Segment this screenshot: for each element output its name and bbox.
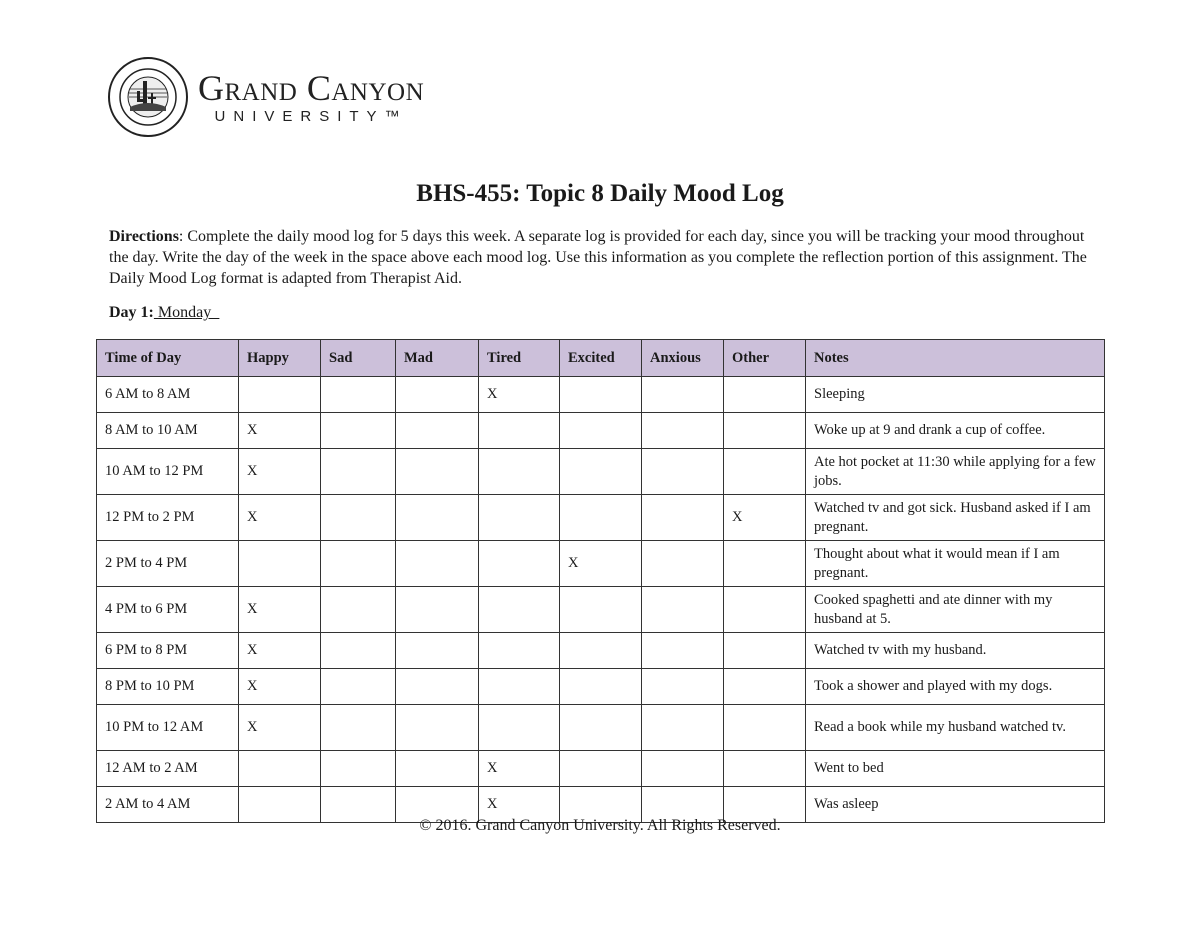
excited-cell[interactable] bbox=[560, 413, 642, 449]
table-row bbox=[97, 751, 1105, 787]
excited-cell[interactable] bbox=[560, 633, 642, 669]
happy-cell[interactable]: X bbox=[239, 587, 321, 633]
other-cell[interactable] bbox=[724, 541, 806, 587]
anxious-cell[interactable] bbox=[642, 587, 724, 633]
mad-cell[interactable] bbox=[396, 541, 479, 587]
time-cell: 12 AM to 2 AM bbox=[97, 751, 239, 787]
notes-cell[interactable]: Took a shower and played with my dogs. bbox=[806, 669, 1105, 705]
happy-cell[interactable]: X bbox=[239, 449, 321, 495]
time-cell: 10 PM to 12 AM bbox=[97, 705, 239, 751]
other-cell[interactable] bbox=[724, 377, 806, 413]
university-subtitle: UNIVERSITY™ bbox=[214, 107, 408, 125]
mad-cell[interactable] bbox=[396, 449, 479, 495]
mad-cell[interactable] bbox=[396, 751, 479, 787]
header-mad: Mad bbox=[396, 340, 479, 377]
sad-cell[interactable] bbox=[321, 449, 396, 495]
university-wordmark bbox=[198, 67, 425, 125]
header-notes: Notes bbox=[806, 340, 1105, 377]
happy-cell[interactable]: X bbox=[239, 495, 321, 541]
excited-cell[interactable] bbox=[560, 449, 642, 495]
header-excited: Excited bbox=[560, 340, 642, 377]
table-row bbox=[97, 541, 1105, 587]
header-tired: Tired bbox=[479, 340, 560, 377]
time-cell: 8 AM to 10 AM bbox=[97, 413, 239, 449]
happy-cell[interactable] bbox=[239, 541, 321, 587]
sad-cell[interactable] bbox=[321, 377, 396, 413]
header-sad: Sad bbox=[321, 340, 396, 377]
table-header-row bbox=[97, 340, 1105, 377]
tired-cell[interactable] bbox=[479, 449, 560, 495]
tired-cell[interactable]: X bbox=[479, 787, 560, 823]
table-row bbox=[97, 587, 1105, 633]
mad-cell[interactable] bbox=[396, 633, 479, 669]
sad-cell[interactable] bbox=[321, 705, 396, 751]
tired-cell[interactable] bbox=[479, 495, 560, 541]
mood-log-table bbox=[96, 339, 1105, 823]
notes-cell[interactable]: Went to bed bbox=[806, 751, 1105, 787]
happy-cell[interactable] bbox=[239, 751, 321, 787]
sad-cell[interactable] bbox=[321, 633, 396, 669]
notes-cell[interactable]: Cooked spaghetti and ate dinner with my husband at 5. bbox=[806, 587, 1105, 633]
other-cell[interactable] bbox=[724, 751, 806, 787]
anxious-cell[interactable] bbox=[642, 413, 724, 449]
excited-cell[interactable] bbox=[560, 587, 642, 633]
other-cell[interactable] bbox=[724, 669, 806, 705]
mad-cell[interactable] bbox=[396, 669, 479, 705]
excited-cell[interactable] bbox=[560, 705, 642, 751]
anxious-cell[interactable] bbox=[642, 377, 724, 413]
table-row bbox=[97, 705, 1105, 751]
sad-cell[interactable] bbox=[321, 751, 396, 787]
table-row bbox=[97, 633, 1105, 669]
tired-cell[interactable] bbox=[479, 669, 560, 705]
tired-cell[interactable] bbox=[479, 705, 560, 751]
happy-cell[interactable] bbox=[239, 377, 321, 413]
mad-cell[interactable] bbox=[396, 587, 479, 633]
notes-cell[interactable]: Woke up at 9 and drank a cup of coffee. bbox=[806, 413, 1105, 449]
happy-cell[interactable]: X bbox=[239, 633, 321, 669]
header-anxious: Anxious bbox=[642, 340, 724, 377]
notes-cell[interactable]: Watched tv with my husband. bbox=[806, 633, 1105, 669]
time-cell: 8 PM to 10 PM bbox=[97, 669, 239, 705]
table-row bbox=[97, 669, 1105, 705]
anxious-cell[interactable] bbox=[642, 495, 724, 541]
tired-cell[interactable]: X bbox=[479, 377, 560, 413]
other-cell[interactable] bbox=[724, 413, 806, 449]
time-cell: 2 AM to 4 AM bbox=[97, 787, 239, 823]
anxious-cell[interactable] bbox=[642, 705, 724, 751]
happy-cell[interactable]: X bbox=[239, 705, 321, 751]
sad-cell[interactable] bbox=[321, 413, 396, 449]
tired-cell[interactable] bbox=[479, 633, 560, 669]
time-cell: 12 PM to 2 PM bbox=[97, 495, 239, 541]
notes-cell[interactable]: Thought about what it would mean if I am pregnant. bbox=[806, 541, 1105, 587]
copyright-footer: © 2016. Grand Canyon University. All Rights Reserved. bbox=[419, 817, 781, 834]
table-row bbox=[97, 495, 1105, 541]
excited-cell[interactable] bbox=[560, 495, 642, 541]
happy-cell[interactable]: X bbox=[239, 413, 321, 449]
university-seal-icon bbox=[108, 57, 188, 137]
excited-cell[interactable] bbox=[560, 751, 642, 787]
page-title: BHS-455: Topic 8 Daily Mood Log bbox=[416, 180, 784, 207]
day-value: Monday_ bbox=[153, 304, 220, 321]
day-line bbox=[109, 304, 219, 322]
tired-cell[interactable] bbox=[479, 587, 560, 633]
notes-cell[interactable]: Ate hot pocket at 11:30 while applying for a few jobs. bbox=[806, 449, 1105, 495]
anxious-cell[interactable] bbox=[642, 541, 724, 587]
notes-cell[interactable]: Read a book while my husband watched tv. bbox=[806, 705, 1105, 751]
excited-cell[interactable] bbox=[560, 377, 642, 413]
mad-cell[interactable] bbox=[396, 495, 479, 541]
directions-text: : Complete the daily mood log for 5 days this week. A separate log is provided for each day, since you will be tracking your mood throughout the day. Write the day of the week in the space above each mood log. Use this information as you complete the reflection portion of this assignment. The Daily Mood Log format is adapted from Therapist Aid. bbox=[109, 228, 1087, 287]
anxious-cell[interactable] bbox=[642, 449, 724, 495]
mad-cell[interactable] bbox=[396, 705, 479, 751]
notes-cell[interactable]: Watched tv and got sick. Husband asked if I am pregnant. bbox=[806, 495, 1105, 541]
time-cell: 6 AM to 8 AM bbox=[97, 377, 239, 413]
other-cell[interactable] bbox=[724, 705, 806, 751]
table-row bbox=[97, 449, 1105, 495]
tired-cell[interactable] bbox=[479, 413, 560, 449]
sad-cell[interactable] bbox=[321, 669, 396, 705]
sad-cell[interactable] bbox=[321, 495, 396, 541]
sad-cell[interactable] bbox=[321, 541, 396, 587]
time-cell: 6 PM to 8 PM bbox=[97, 633, 239, 669]
university-logo bbox=[108, 56, 424, 138]
tired-cell[interactable]: X bbox=[479, 751, 560, 787]
directions-label: Directions bbox=[109, 228, 179, 245]
tired-cell[interactable] bbox=[479, 541, 560, 587]
table-row bbox=[97, 413, 1105, 449]
anxious-cell[interactable] bbox=[642, 669, 724, 705]
time-cell: 10 AM to 12 PM bbox=[97, 449, 239, 495]
excited-cell[interactable] bbox=[560, 669, 642, 705]
header-other: Other bbox=[724, 340, 806, 377]
notes-cell[interactable]: Sleeping bbox=[806, 377, 1105, 413]
notes-cell[interactable]: Was asleep bbox=[806, 787, 1105, 823]
happy-cell[interactable]: X bbox=[239, 669, 321, 705]
anxious-cell[interactable] bbox=[642, 633, 724, 669]
anxious-cell[interactable] bbox=[642, 751, 724, 787]
other-cell[interactable] bbox=[724, 449, 806, 495]
time-cell: 2 PM to 4 PM bbox=[97, 541, 239, 587]
header-time-of-day: Time of Day bbox=[97, 340, 239, 377]
other-cell[interactable]: X bbox=[724, 495, 806, 541]
table-row bbox=[97, 377, 1105, 413]
university-name: Grand Canyon bbox=[198, 67, 425, 108]
sad-cell[interactable] bbox=[321, 587, 396, 633]
mad-cell[interactable] bbox=[396, 413, 479, 449]
time-cell: 4 PM to 6 PM bbox=[97, 587, 239, 633]
header-happy: Happy bbox=[239, 340, 321, 377]
day-label: Day 1: bbox=[109, 304, 154, 321]
mad-cell[interactable] bbox=[396, 377, 479, 413]
directions-paragraph bbox=[109, 226, 1099, 289]
excited-cell[interactable]: X bbox=[560, 541, 642, 587]
other-cell[interactable] bbox=[724, 633, 806, 669]
other-cell[interactable] bbox=[724, 587, 806, 633]
